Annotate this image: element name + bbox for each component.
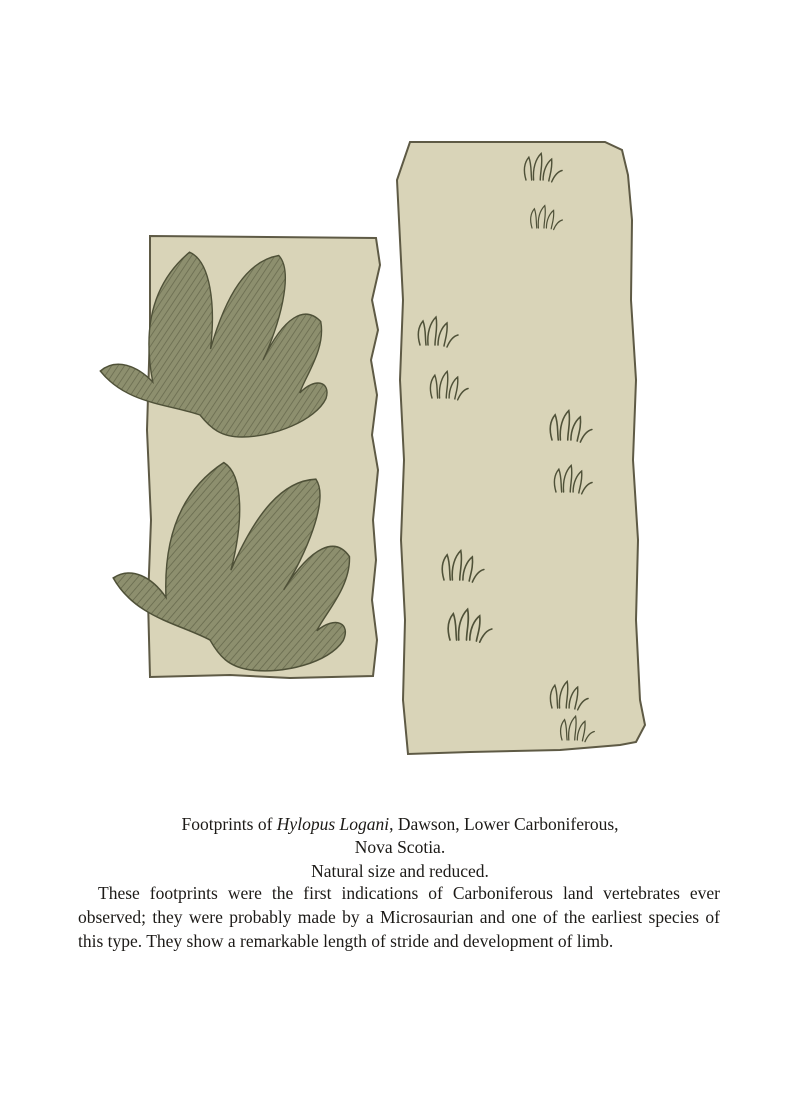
- caption-location: Nova Scotia.: [354, 837, 446, 857]
- large-slab: [397, 142, 645, 754]
- caption-title: Footprints of Hylopus Logani, Dawson, Lower Carboniferous,: [181, 814, 619, 834]
- caption-description: These footprints were the first indications of Carboniferous land vertebrates ever observed; they were probably made by a Microsaurian and one of the earliest species of this type. They show a remarkable length of stride and development of limb.: [78, 883, 720, 951]
- caption-scale-note: Natural size and reduced.: [311, 861, 489, 881]
- small-slab: [100, 236, 380, 682]
- species-name: Hylopus Logani: [276, 814, 390, 834]
